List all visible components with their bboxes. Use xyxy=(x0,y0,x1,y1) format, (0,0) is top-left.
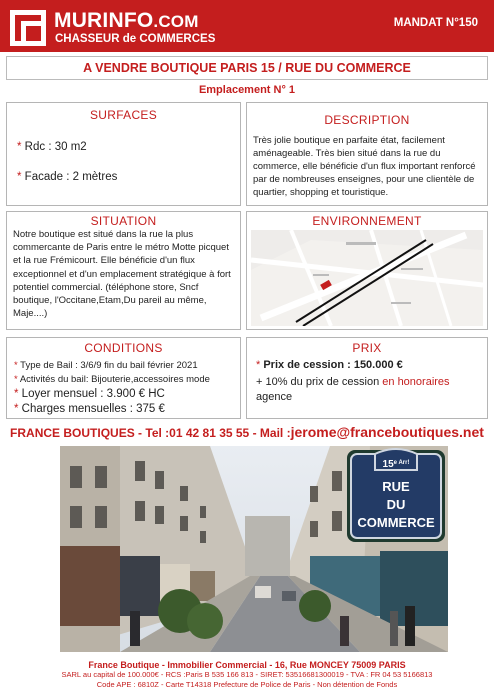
prix-box xyxy=(246,337,488,419)
condition-activites: * Activités du bail: Bijouterie,accessoires mode xyxy=(14,374,210,385)
condition-bail-text: Type de Bail : 3/6/9 fin du bail février 2021 xyxy=(20,360,198,371)
contact-text: FRANCE BOUTIQUES - Tel :01 42 81 35 55 - Mail : xyxy=(10,426,291,440)
situation-box xyxy=(6,211,241,330)
footer-legal-1: SARL au capital de 100.000€ - RCS :Paris B 535 166 813 - SIRET: 53516681300019 - TVA : FR 04 53 5166813 xyxy=(61,670,433,679)
footer-legal-2: Code APE : 6810Z - Carte T14318 Prefecture de Police de Paris - Non détention de Fonds xyxy=(96,680,398,689)
street-sign xyxy=(347,449,445,542)
surfaces-box xyxy=(6,102,241,206)
prix-honoraires xyxy=(256,376,450,388)
prix-honoraires-part1: + 10% du prix de cession xyxy=(256,376,380,388)
condition-loyer: * Loyer mensuel : 3.900 € HC xyxy=(14,388,165,400)
sign-line-2: DU xyxy=(386,497,406,512)
prix-cession-text: Prix de cession : 150.000 € xyxy=(263,359,403,371)
conditions-box xyxy=(6,337,241,419)
street-photo xyxy=(60,446,448,652)
street-scene-image xyxy=(60,446,448,652)
surfaces-heading: SURFACES xyxy=(89,108,158,122)
footer xyxy=(0,660,494,690)
prix-cession: * Prix de cession : 150.000 € xyxy=(256,359,403,371)
mandat-number: MANDAT N°150 xyxy=(393,17,478,29)
situation-heading: SITUATION xyxy=(90,214,157,228)
brand-tagline: CHASSEUR de COMMERCES xyxy=(55,33,216,45)
sign-arrondissement: $15^{e Arr!}$ xyxy=(382,459,410,470)
prix-honoraires-part2: en honoraires xyxy=(379,376,450,388)
surface-facade: * Facade : 2 mètres xyxy=(17,171,118,183)
sign-line-3: COMMERCE xyxy=(357,515,435,530)
brand-main: MURINFO xyxy=(54,9,154,32)
condition-bail: * Type de Bail : 3/6/9 fin du bail février 2021 xyxy=(14,360,198,371)
conditions-heading: CONDITIONS xyxy=(84,341,163,355)
condition-charges-text: Charges mensuelles : 375 € xyxy=(21,403,165,415)
location-map xyxy=(251,230,483,326)
sign-line-1: RUE xyxy=(382,479,410,494)
contact-email-link[interactable]: jerome@franceboutiques.net xyxy=(290,424,484,440)
surface-facade-text: Facade : 2 mètres xyxy=(24,171,118,183)
prix-honoraires-agence: agence xyxy=(256,391,293,403)
header-banner xyxy=(0,0,494,52)
contact-line xyxy=(0,424,494,440)
emplacement-label: Emplacement N° 1 xyxy=(198,84,296,96)
description-text: Très jolie boutique en parfaite état, facilement aménageable. Très bien situé dans la rue du commerce, elle bénéficie d'un flux important renforcé par de nombreuses enseignes, pour une clientèle de quartier, shopping et touristique. xyxy=(253,135,476,198)
description-box xyxy=(246,102,488,206)
environnement-heading: ENVIRONNEMENT xyxy=(312,214,422,228)
situation-text: Notre boutique est situé dans la rue la plus commercante de Paris entre le métro Motte picquet et la rue Frémicourt. Elle bénéficie d'un flux exceptionnel et d'un emplacement stratégique à fort potentiel commercial. (téléphone store, Sncf boutique, l'Occitane,Etam,Du pareil au même, Maje....) xyxy=(13,229,231,320)
prix-heading: PRIX xyxy=(352,341,382,355)
footer-company: France Boutique - Immobilier Commercial - 16, Rue MONCEY 75009 PARIS xyxy=(88,660,406,670)
condition-activites-text: Activités du bail: Bijouterie,accessoires mode xyxy=(19,374,210,385)
environnement-box xyxy=(246,211,488,330)
surface-rdc: * Rdc : 30 m2 xyxy=(17,141,87,153)
condition-charges: * Charges mensuelles : 375 € xyxy=(14,403,165,415)
brand-suffix: .COM xyxy=(153,12,199,31)
surface-rdc-text: Rdc : 30 m2 xyxy=(24,141,87,153)
condition-loyer-text: Loyer mensuel : 3.900 € HC xyxy=(21,388,165,400)
description-heading: DESCRIPTION xyxy=(324,113,410,127)
listing-title: A VENDRE BOUTIQUE PARIS 15 / RUE DU COMMERCE xyxy=(6,56,488,80)
brand-name xyxy=(54,9,199,33)
murinfo-logo-icon xyxy=(10,10,46,46)
